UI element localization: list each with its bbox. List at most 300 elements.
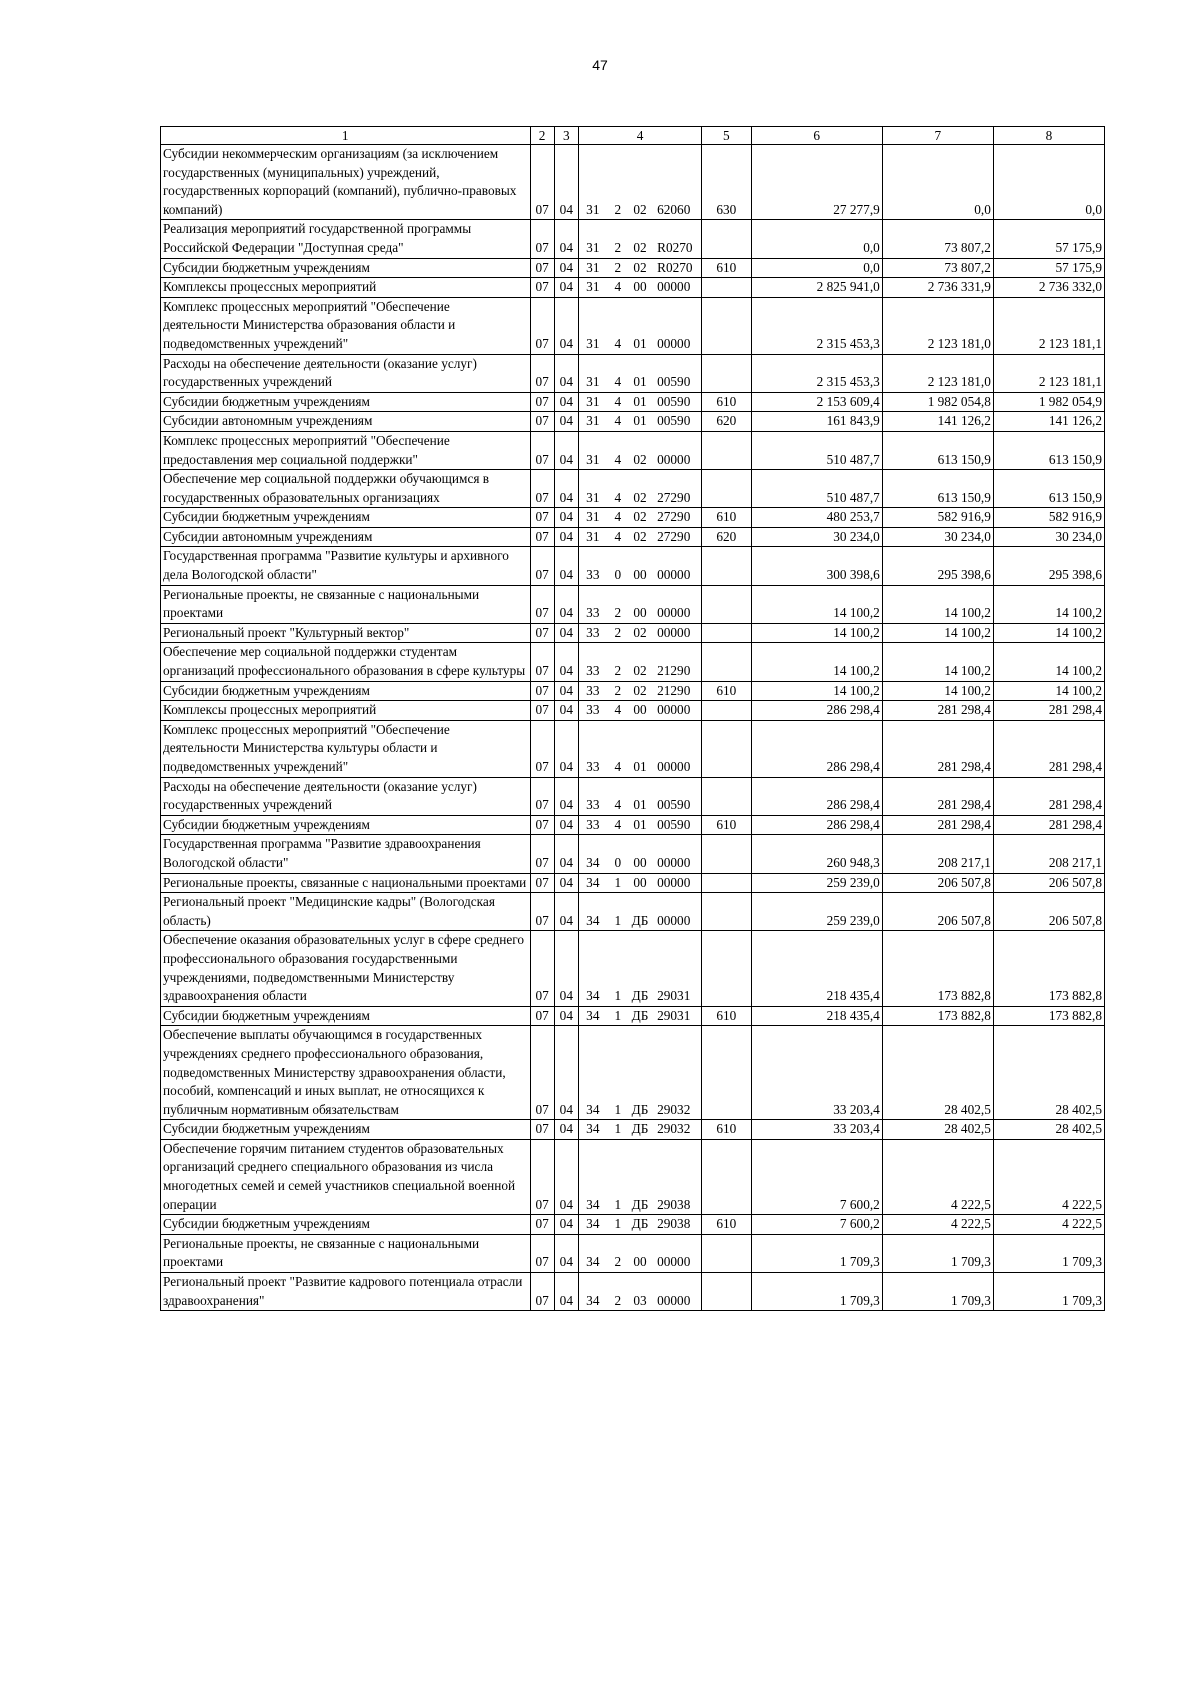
amount-col-7: 2 123 181,0 — [882, 354, 993, 392]
direction-code: 00000 — [651, 297, 702, 354]
amount-col-8: 14 100,2 — [993, 585, 1104, 623]
project-code: ДБ — [629, 1139, 651, 1214]
amount-col-8: 281 298,4 — [993, 777, 1104, 815]
section-code: 07 — [530, 354, 554, 392]
direction-code: 00000 — [651, 1273, 702, 1311]
direction-code: 27290 — [651, 470, 702, 508]
section-code: 07 — [530, 1273, 554, 1311]
row-name: Субсидии бюджетным учреждениям — [161, 1006, 531, 1026]
row-name: Региональные проекты, не связанные с национальными проектами — [161, 1234, 531, 1272]
row-name: Субсидии бюджетным учреждениям — [161, 1215, 531, 1235]
amount-col-6: 0,0 — [751, 258, 882, 278]
direction-code: 00000 — [651, 585, 702, 623]
amount-col-8: 57 175,9 — [993, 258, 1104, 278]
program-code: 31 — [578, 508, 606, 528]
direction-code: 21290 — [651, 643, 702, 681]
subprogram-code: 2 — [607, 1273, 629, 1311]
subsection-code: 04 — [554, 1120, 578, 1140]
project-code: 02 — [629, 431, 651, 469]
project-code: 02 — [629, 508, 651, 528]
project-code: ДБ — [629, 1215, 651, 1235]
direction-code: 00000 — [651, 701, 702, 721]
subprogram-code: 1 — [607, 1026, 629, 1120]
row-name: Комплекс процессных мероприятий "Обеспечение деятельности Министерства образования области и подведомственных учреждений" — [161, 297, 531, 354]
amount-col-6: 14 100,2 — [751, 585, 882, 623]
amount-col-7: 613 150,9 — [882, 470, 993, 508]
project-code: 02 — [629, 623, 651, 643]
amount-col-8: 1 982 054,9 — [993, 392, 1104, 412]
table-row — [161, 835, 1105, 873]
direction-code: 29031 — [651, 931, 702, 1006]
expense-type-code — [702, 1139, 751, 1214]
subsection-code: 04 — [554, 873, 578, 893]
table-row — [161, 623, 1105, 643]
subsection-code: 04 — [554, 1273, 578, 1311]
project-code: 01 — [629, 777, 651, 815]
subsection-code: 04 — [554, 220, 578, 258]
expense-type-code — [702, 1026, 751, 1120]
direction-code: R0270 — [651, 258, 702, 278]
program-code: 31 — [578, 258, 606, 278]
project-code: 01 — [629, 392, 651, 412]
amount-col-7: 2 123 181,0 — [882, 297, 993, 354]
amount-col-7: 206 507,8 — [882, 893, 993, 931]
amount-col-7: 173 882,8 — [882, 931, 993, 1006]
expense-type-code — [702, 720, 751, 777]
header-col-2: 2 — [530, 127, 554, 145]
subsection-code: 04 — [554, 508, 578, 528]
table-row — [161, 278, 1105, 298]
amount-col-8: 206 507,8 — [993, 873, 1104, 893]
subprogram-code: 2 — [607, 623, 629, 643]
project-code: 00 — [629, 835, 651, 873]
section-code: 07 — [530, 508, 554, 528]
project-code: ДБ — [629, 1026, 651, 1120]
expense-type-code — [702, 873, 751, 893]
row-name: Субсидии автономным учреждениям — [161, 412, 531, 432]
program-code: 31 — [578, 392, 606, 412]
row-name: Обеспечение мер социальной поддержки студентам организаций профессионального образования в сфере культуры — [161, 643, 531, 681]
subprogram-code: 2 — [607, 681, 629, 701]
subsection-code: 04 — [554, 1234, 578, 1272]
subprogram-code: 4 — [607, 412, 629, 432]
project-code: 00 — [629, 585, 651, 623]
direction-code: 27290 — [651, 527, 702, 547]
table-row — [161, 1273, 1105, 1311]
table-row — [161, 258, 1105, 278]
amount-col-6: 30 234,0 — [751, 527, 882, 547]
amount-col-8: 295 398,6 — [993, 547, 1104, 585]
program-code: 33 — [578, 815, 606, 835]
subsection-code: 04 — [554, 1026, 578, 1120]
direction-code: 00590 — [651, 412, 702, 432]
expense-type-code: 630 — [702, 145, 751, 220]
row-name: Обеспечение горячим питанием студентов образовательных организаций среднего специального образования из числа многодетных семей и семей участников специальной военной операции — [161, 1139, 531, 1214]
subsection-code: 04 — [554, 1215, 578, 1235]
project-code: 00 — [629, 278, 651, 298]
row-name: Комплексы процессных мероприятий — [161, 701, 531, 721]
table-row — [161, 145, 1105, 220]
amount-col-7: 141 126,2 — [882, 412, 993, 432]
amount-col-8: 141 126,2 — [993, 412, 1104, 432]
subprogram-code: 4 — [607, 392, 629, 412]
program-code: 33 — [578, 701, 606, 721]
expense-type-code — [702, 623, 751, 643]
amount-col-6: 218 435,4 — [751, 1006, 882, 1026]
subsection-code: 04 — [554, 354, 578, 392]
section-code: 07 — [530, 1026, 554, 1120]
direction-code: 21290 — [651, 681, 702, 701]
section-code: 07 — [530, 258, 554, 278]
table-row — [161, 392, 1105, 412]
table-row — [161, 527, 1105, 547]
row-name: Субсидии некоммерческим организациям (за исключением государственных (муниципальных) учреждений, государственных корпораций (компаний), публично-правовых компаний) — [161, 145, 531, 220]
section-code: 07 — [530, 835, 554, 873]
subsection-code: 04 — [554, 623, 578, 643]
subprogram-code: 4 — [607, 777, 629, 815]
subsection-code: 04 — [554, 835, 578, 873]
header-col-3: 3 — [554, 127, 578, 145]
subsection-code: 04 — [554, 431, 578, 469]
row-name: Региональный проект "Культурный вектор" — [161, 623, 531, 643]
amount-col-8: 613 150,9 — [993, 470, 1104, 508]
subprogram-code: 4 — [607, 297, 629, 354]
program-code: 34 — [578, 1026, 606, 1120]
subprogram-code: 0 — [607, 547, 629, 585]
project-code: 02 — [629, 220, 651, 258]
project-code: ДБ — [629, 1006, 651, 1026]
amount-col-8: 173 882,8 — [993, 1006, 1104, 1026]
amount-col-6: 2 315 453,3 — [751, 354, 882, 392]
section-code: 07 — [530, 278, 554, 298]
amount-col-8: 2 123 181,1 — [993, 297, 1104, 354]
expense-type-code — [702, 893, 751, 931]
header-row — [161, 127, 1105, 145]
table-row — [161, 470, 1105, 508]
subsection-code: 04 — [554, 412, 578, 432]
direction-code: 00000 — [651, 623, 702, 643]
amount-col-8: 0,0 — [993, 145, 1104, 220]
direction-code: 29032 — [651, 1120, 702, 1140]
direction-code: R0270 — [651, 220, 702, 258]
direction-code: 27290 — [651, 508, 702, 528]
section-code: 07 — [530, 815, 554, 835]
amount-col-7: 582 916,9 — [882, 508, 993, 528]
subsection-code: 04 — [554, 643, 578, 681]
subsection-code: 04 — [554, 392, 578, 412]
expense-type-code: 610 — [702, 258, 751, 278]
amount-col-7: 28 402,5 — [882, 1120, 993, 1140]
program-code: 34 — [578, 1215, 606, 1235]
row-name: Государственная программа "Развитие культуры и архивного дела Вологодской области" — [161, 547, 531, 585]
table-row — [161, 701, 1105, 721]
program-code: 34 — [578, 835, 606, 873]
direction-code: 29031 — [651, 1006, 702, 1026]
subprogram-code: 1 — [607, 893, 629, 931]
amount-col-6: 2 315 453,3 — [751, 297, 882, 354]
amount-col-6: 286 298,4 — [751, 777, 882, 815]
budget-table — [160, 126, 1105, 1311]
project-code: 00 — [629, 873, 651, 893]
subsection-code: 04 — [554, 278, 578, 298]
row-name: Расходы на обеспечение деятельности (оказание услуг) государственных учреждений — [161, 354, 531, 392]
row-name: Субсидии бюджетным учреждениям — [161, 392, 531, 412]
program-code: 31 — [578, 431, 606, 469]
subprogram-code: 1 — [607, 1006, 629, 1026]
header-col-8: 8 — [993, 127, 1104, 145]
subprogram-code: 1 — [607, 1139, 629, 1214]
project-code: 03 — [629, 1273, 651, 1311]
amount-col-8: 57 175,9 — [993, 220, 1104, 258]
project-code: 01 — [629, 412, 651, 432]
amount-col-8: 2 123 181,1 — [993, 354, 1104, 392]
amount-col-7: 206 507,8 — [882, 873, 993, 893]
row-name: Региональные проекты, связанные с национальными проектами — [161, 873, 531, 893]
program-code: 31 — [578, 278, 606, 298]
table-row — [161, 815, 1105, 835]
expense-type-code — [702, 643, 751, 681]
direction-code: 00000 — [651, 431, 702, 469]
project-code: 01 — [629, 815, 651, 835]
amount-col-8: 14 100,2 — [993, 681, 1104, 701]
amount-col-6: 510 487,7 — [751, 470, 882, 508]
amount-col-6: 286 298,4 — [751, 815, 882, 835]
subsection-code: 04 — [554, 547, 578, 585]
amount-col-7: 613 150,9 — [882, 431, 993, 469]
program-code: 31 — [578, 297, 606, 354]
program-code: 34 — [578, 1234, 606, 1272]
project-code: ДБ — [629, 1120, 651, 1140]
table-row — [161, 585, 1105, 623]
row-name: Реализация мероприятий государственной программы Российской Федерации "Доступная среда" — [161, 220, 531, 258]
project-code: 00 — [629, 547, 651, 585]
table-row — [161, 1120, 1105, 1140]
table-row — [161, 412, 1105, 432]
amount-col-7: 14 100,2 — [882, 623, 993, 643]
expense-type-code — [702, 701, 751, 721]
direction-code: 00000 — [651, 873, 702, 893]
subsection-code: 04 — [554, 701, 578, 721]
subprogram-code: 4 — [607, 720, 629, 777]
project-code: 01 — [629, 720, 651, 777]
subprogram-code: 4 — [607, 815, 629, 835]
amount-col-6: 218 435,4 — [751, 931, 882, 1006]
direction-code: 00000 — [651, 835, 702, 873]
amount-col-8: 173 882,8 — [993, 931, 1104, 1006]
subprogram-code: 4 — [607, 278, 629, 298]
section-code: 07 — [530, 893, 554, 931]
expense-type-code — [702, 777, 751, 815]
amount-col-7: 281 298,4 — [882, 720, 993, 777]
direction-code: 00590 — [651, 777, 702, 815]
amount-col-6: 0,0 — [751, 220, 882, 258]
expense-type-code — [702, 547, 751, 585]
section-code: 07 — [530, 701, 554, 721]
subprogram-code: 4 — [607, 508, 629, 528]
amount-col-6: 259 239,0 — [751, 873, 882, 893]
table-row — [161, 508, 1105, 528]
project-code: 02 — [629, 681, 651, 701]
subprogram-code: 4 — [607, 354, 629, 392]
subprogram-code: 4 — [607, 470, 629, 508]
table-row — [161, 1139, 1105, 1214]
direction-code: 00590 — [651, 392, 702, 412]
subsection-code: 04 — [554, 720, 578, 777]
project-code: 01 — [629, 297, 651, 354]
expense-type-code: 610 — [702, 1006, 751, 1026]
amount-col-8: 14 100,2 — [993, 643, 1104, 681]
row-name: Субсидии бюджетным учреждениям — [161, 681, 531, 701]
section-code: 07 — [530, 1006, 554, 1026]
amount-col-6: 7 600,2 — [751, 1215, 882, 1235]
subsection-code: 04 — [554, 893, 578, 931]
amount-col-7: 295 398,6 — [882, 547, 993, 585]
subprogram-code: 0 — [607, 835, 629, 873]
expense-type-code — [702, 1234, 751, 1272]
amount-col-7: 28 402,5 — [882, 1026, 993, 1120]
program-code: 34 — [578, 1006, 606, 1026]
amount-col-8: 582 916,9 — [993, 508, 1104, 528]
program-code: 33 — [578, 643, 606, 681]
row-name: Расходы на обеспечение деятельности (оказание услуг) государственных учреждений — [161, 777, 531, 815]
amount-col-8: 30 234,0 — [993, 527, 1104, 547]
table-row — [161, 720, 1105, 777]
section-code: 07 — [530, 547, 554, 585]
table-row — [161, 1234, 1105, 1272]
amount-col-6: 14 100,2 — [751, 623, 882, 643]
amount-col-7: 4 222,5 — [882, 1215, 993, 1235]
program-code: 34 — [578, 1120, 606, 1140]
amount-col-8: 4 222,5 — [993, 1139, 1104, 1214]
subprogram-code: 1 — [607, 931, 629, 1006]
amount-col-7: 14 100,2 — [882, 681, 993, 701]
amount-col-8: 28 402,5 — [993, 1120, 1104, 1140]
subsection-code: 04 — [554, 815, 578, 835]
amount-col-6: 1 709,3 — [751, 1234, 882, 1272]
expense-type-code: 610 — [702, 1120, 751, 1140]
section-code: 07 — [530, 527, 554, 547]
expense-type-code — [702, 585, 751, 623]
row-name: Субсидии автономным учреждениям — [161, 527, 531, 547]
section-code: 07 — [530, 145, 554, 220]
amount-col-7: 0,0 — [882, 145, 993, 220]
table-row — [161, 547, 1105, 585]
amount-col-6: 480 253,7 — [751, 508, 882, 528]
project-code: 02 — [629, 145, 651, 220]
amount-col-6: 161 843,9 — [751, 412, 882, 432]
row-name: Региональный проект "Развитие кадрового потенциала отрасли здравоохранения" — [161, 1273, 531, 1311]
amount-col-8: 4 222,5 — [993, 1215, 1104, 1235]
expense-type-code: 620 — [702, 527, 751, 547]
amount-col-7: 1 709,3 — [882, 1234, 993, 1272]
expense-type-code — [702, 297, 751, 354]
expense-type-code — [702, 1273, 751, 1311]
amount-col-7: 2 736 331,9 — [882, 278, 993, 298]
direction-code: 00000 — [651, 1234, 702, 1272]
direction-code: 62060 — [651, 145, 702, 220]
amount-col-8: 281 298,4 — [993, 720, 1104, 777]
project-code: ДБ — [629, 931, 651, 1006]
section-code: 07 — [530, 1234, 554, 1272]
project-code: 02 — [629, 258, 651, 278]
project-code: 02 — [629, 527, 651, 547]
program-code: 34 — [578, 893, 606, 931]
amount-col-6: 14 100,2 — [751, 643, 882, 681]
subprogram-code: 1 — [607, 873, 629, 893]
subprogram-code: 2 — [607, 1234, 629, 1272]
row-name: Комплексы процессных мероприятий — [161, 278, 531, 298]
table-row — [161, 777, 1105, 815]
amount-col-7: 73 807,2 — [882, 258, 993, 278]
section-code: 07 — [530, 643, 554, 681]
subsection-code: 04 — [554, 777, 578, 815]
amount-col-7: 1 709,3 — [882, 1273, 993, 1311]
subprogram-code: 4 — [607, 527, 629, 547]
subprogram-code: 4 — [607, 431, 629, 469]
subprogram-code: 1 — [607, 1120, 629, 1140]
amount-col-7: 173 882,8 — [882, 1006, 993, 1026]
amount-col-6: 510 487,7 — [751, 431, 882, 469]
expense-type-code: 610 — [702, 1215, 751, 1235]
expense-type-code — [702, 470, 751, 508]
header-col-4: 4 — [578, 127, 701, 145]
table-row — [161, 1215, 1105, 1235]
amount-col-6: 2 825 941,0 — [751, 278, 882, 298]
program-code: 31 — [578, 527, 606, 547]
table-row — [161, 643, 1105, 681]
expense-type-code — [702, 835, 751, 873]
section-code: 07 — [530, 873, 554, 893]
amount-col-6: 33 203,4 — [751, 1026, 882, 1120]
amount-col-7: 281 298,4 — [882, 777, 993, 815]
subsection-code: 04 — [554, 470, 578, 508]
subprogram-code: 4 — [607, 701, 629, 721]
amount-col-6: 33 203,4 — [751, 1120, 882, 1140]
row-name: Региональный проект "Медицинские кадры" (Вологодская область) — [161, 893, 531, 931]
row-name: Субсидии бюджетным учреждениям — [161, 258, 531, 278]
section-code: 07 — [530, 585, 554, 623]
direction-code: 00590 — [651, 354, 702, 392]
subprogram-code: 2 — [607, 220, 629, 258]
amount-col-7: 73 807,2 — [882, 220, 993, 258]
expense-type-code — [702, 278, 751, 298]
header-col-1: 1 — [161, 127, 531, 145]
section-code: 07 — [530, 297, 554, 354]
amount-col-7: 4 222,5 — [882, 1139, 993, 1214]
table-row — [161, 220, 1105, 258]
row-name: Комплекс процессных мероприятий "Обеспечение деятельности Министерства культуры области и подведомственных учреждений" — [161, 720, 531, 777]
amount-col-6: 2 153 609,4 — [751, 392, 882, 412]
section-code: 07 — [530, 1139, 554, 1214]
section-code: 07 — [530, 720, 554, 777]
row-name: Обеспечение оказания образовательных услуг в сфере среднего профессионального образования государственными учреждениями, подведомственными Министерству здравоохранения области — [161, 931, 531, 1006]
page-number: 47 — [592, 57, 608, 73]
expense-type-code — [702, 931, 751, 1006]
row-name: Государственная программа "Развитие здравоохранения Вологодской области" — [161, 835, 531, 873]
section-code: 07 — [530, 1120, 554, 1140]
program-code: 33 — [578, 720, 606, 777]
subsection-code: 04 — [554, 297, 578, 354]
amount-col-7: 281 298,4 — [882, 815, 993, 835]
expense-type-code: 610 — [702, 508, 751, 528]
amount-col-7: 208 217,1 — [882, 835, 993, 873]
header-col-5: 5 — [702, 127, 751, 145]
expense-type-code — [702, 431, 751, 469]
table-row — [161, 354, 1105, 392]
row-name: Комплекс процессных мероприятий "Обеспечение предоставления мер социальной поддержки" — [161, 431, 531, 469]
amount-col-8: 28 402,5 — [993, 1026, 1104, 1120]
amount-col-6: 286 298,4 — [751, 701, 882, 721]
